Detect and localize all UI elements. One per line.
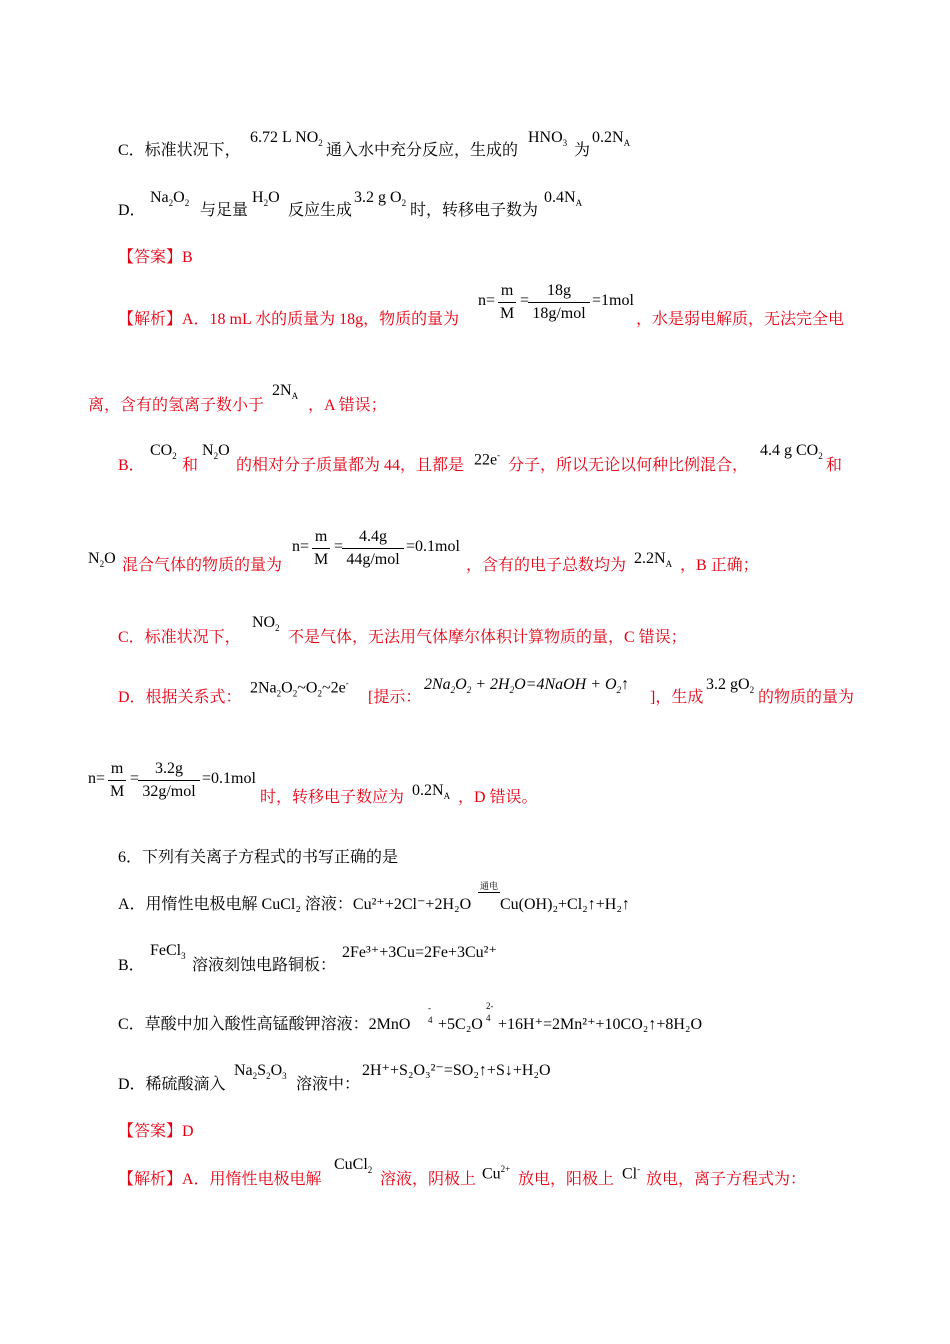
q6-option-c-mid: +5C₂O [438, 1016, 483, 1033]
charge-mno4: - 4 [428, 1003, 433, 1025]
formula-thiosulfate-reaction: 2H⁺+S₂O₃²⁻=SO₂↑+S↓+H₂O [362, 1062, 551, 1079]
analysis-d-close: ]，生成 [650, 689, 704, 706]
option-d-t2: 反应生成 [288, 202, 353, 219]
analysis-6-t2: 放电，阳极上 [518, 1171, 615, 1188]
analysis-b-mid2: 分子，所以无论以何种比例混合， [508, 457, 749, 474]
formula-n-label-2: n= [292, 538, 310, 555]
fraction-18g: 18g 18g/mol [528, 280, 590, 325]
formula-eq: = [520, 292, 530, 309]
q6-option-c: C．草酸中加入酸性高锰酸钾溶液：2MnO [118, 1016, 411, 1033]
analysis-d-post: 的物质的量为 [758, 689, 855, 706]
q6-option-b: B． [118, 957, 145, 974]
formula-2na: $2N_A$ [272, 382, 299, 402]
formula-cl-minus: Cl- [622, 1164, 641, 1183]
formula-22e: 22e- [474, 450, 501, 469]
answer-label-2: 【答案】D [118, 1123, 194, 1140]
q6-option-a: A．用惰性电极电解 CuCl₂ 溶液：Cu²⁺+2Cl⁻+2H₂O [118, 896, 472, 913]
option-d: D． [118, 202, 146, 219]
formula-cucl2: CuCl$_2$ [334, 1156, 373, 1176]
analysis-b-pre: B． [118, 457, 145, 474]
formula-n2o-2: $N_2O$ [88, 550, 116, 570]
q6-option-d: D．稀硫酸滴入 [118, 1076, 226, 1093]
answer-label-1: 【答案】B [118, 249, 193, 266]
analysis-b-he2: 和 [826, 457, 843, 474]
charge-c2o4: 2- 4 [486, 1001, 494, 1023]
option-c: C．标准状况下， [118, 142, 241, 159]
analysis-a-pre: 【解析】A．18 mL 水的质量为 18g，物质的量为 [118, 311, 460, 328]
analysis-c-pre: C．标准状况下， [118, 629, 241, 646]
formula-na2o2: $Na_2O_2$ [150, 189, 190, 209]
fraction-m-over-m: $\frac{m}{M}$ [500, 282, 515, 322]
formula-n2o: $N_2O$ [202, 442, 230, 462]
q6-option-a-rhs: Cu(OH)₂+Cl₂↑+H₂↑ [500, 896, 630, 913]
fraction-m-over-m-3: $\frac{m}{M}$ [110, 760, 125, 800]
analysis-6-pre: 【解析】A．用惰性电极电解 [118, 1171, 322, 1188]
formula-co2: $CO_2$ [150, 442, 177, 462]
formula-hno3: $HNO_3$ [528, 129, 568, 149]
analysis-a-line2b: ，A 错误； [308, 397, 387, 414]
formula-eq-2: = [334, 538, 344, 555]
analysis-b-l2mid: 混合气体的物质的量为 [122, 557, 283, 574]
formula-relation: $2Na_2O_2\sim O_2\sim 2e^-$ [250, 678, 349, 699]
analysis-b-mid: 的相对分子质量都为 44，且都是 [236, 457, 465, 474]
formula-2-2na: $2.2N_A$ [634, 550, 673, 570]
formula-na2s2o3: $Na_2S_2O_3$ [234, 1062, 287, 1082]
analysis-b-post2: ，B 正确； [680, 557, 759, 574]
question-6-stem: 6．下列有关离子方程式的书写正确的是 [118, 849, 399, 866]
formula-fe-cu: 2Fe³⁺+3Cu=2Fe+3Cu²⁺ [342, 944, 497, 961]
option-c-mid: 通入水中充分反应，生成的 [326, 142, 519, 159]
fraction-3-2g: 3.2g 32g/mol [138, 758, 200, 803]
formula-no2-volume: 6.72 L $NO_2$ [250, 129, 323, 149]
option-c-wei: 为 [574, 142, 591, 159]
formula-1mol: =1mol [592, 292, 634, 309]
analysis-c-post: 不是气体，无法用气体摩尔体积计算物质的量，C 错误； [288, 629, 687, 646]
formula-0-2na: $0.2N_A$ [592, 129, 631, 149]
option-d-t3: 时，转移电子数为 [410, 202, 539, 219]
formula-0-1mol-b: =0.1mol [202, 770, 256, 787]
analysis-b-post: ，含有的电子总数均为 [466, 557, 627, 574]
analysis-6-t1: 溶液，阴极上 [380, 1171, 477, 1188]
option-d-t1: 与足量 [200, 202, 249, 219]
formula-n-label: n= [478, 292, 496, 309]
analysis-a-post: ，水是弱电解质，无法完全电 [636, 311, 845, 328]
fraction-4-4g: 4.4g 44g/mol [342, 526, 404, 571]
formula-0-2na-b: $0.2N_A$ [412, 782, 451, 802]
analysis-b-he: 和 [182, 457, 199, 474]
q6-option-d-text: 溶液中： [296, 1076, 361, 1093]
analysis-d-hint: [提示： [368, 689, 422, 706]
analysis-d-pre: D．根据关系式： [118, 689, 242, 706]
formula-no2: $NO_2$ [252, 614, 280, 634]
analysis-6-t3: 放电，离子方程式为： [646, 1171, 807, 1188]
q6-option-b-text: 溶液刻蚀电路铜板： [192, 957, 337, 974]
formula-fecl3: FeCl$_3$ [150, 942, 186, 962]
analysis-d-post2: 时，转移电子数应为 [260, 789, 405, 806]
fraction-m-over-m-2: $\frac{m}{M}$ [314, 528, 329, 568]
analysis-a-line2: 离，含有的氢离子数小于 [88, 397, 265, 414]
formula-3-2go2: 3.2 g $O_2$ [354, 189, 407, 209]
formula-eq-3: = [130, 770, 140, 787]
formula-3-2go2-b: 3.2 $gO_2$ [706, 676, 755, 696]
formula-4-4gco2: 4.4 g $CO_2$ [760, 442, 823, 462]
formula-reaction: $2Na_2O_2$ + $2H_2O=4NaOH$ + $O_2↑$ [424, 676, 630, 696]
formula-cu2plus: $Cu^{2+}$ [482, 1164, 511, 1183]
formula-n-label-3: n= [88, 770, 106, 787]
formula-0-4na: $0.4N_A$ [544, 189, 583, 209]
analysis-d-post3: ，D 错误。 [458, 789, 538, 806]
condition-electrolysis: 通电 [479, 881, 498, 891]
formula-0-1mol: =0.1mol [406, 538, 460, 555]
formula-h2o: $H_2O$ [252, 189, 280, 209]
q6-option-c-rest: +16H⁺=2Mn²⁺+10CO₂↑+8H₂O [498, 1016, 703, 1033]
